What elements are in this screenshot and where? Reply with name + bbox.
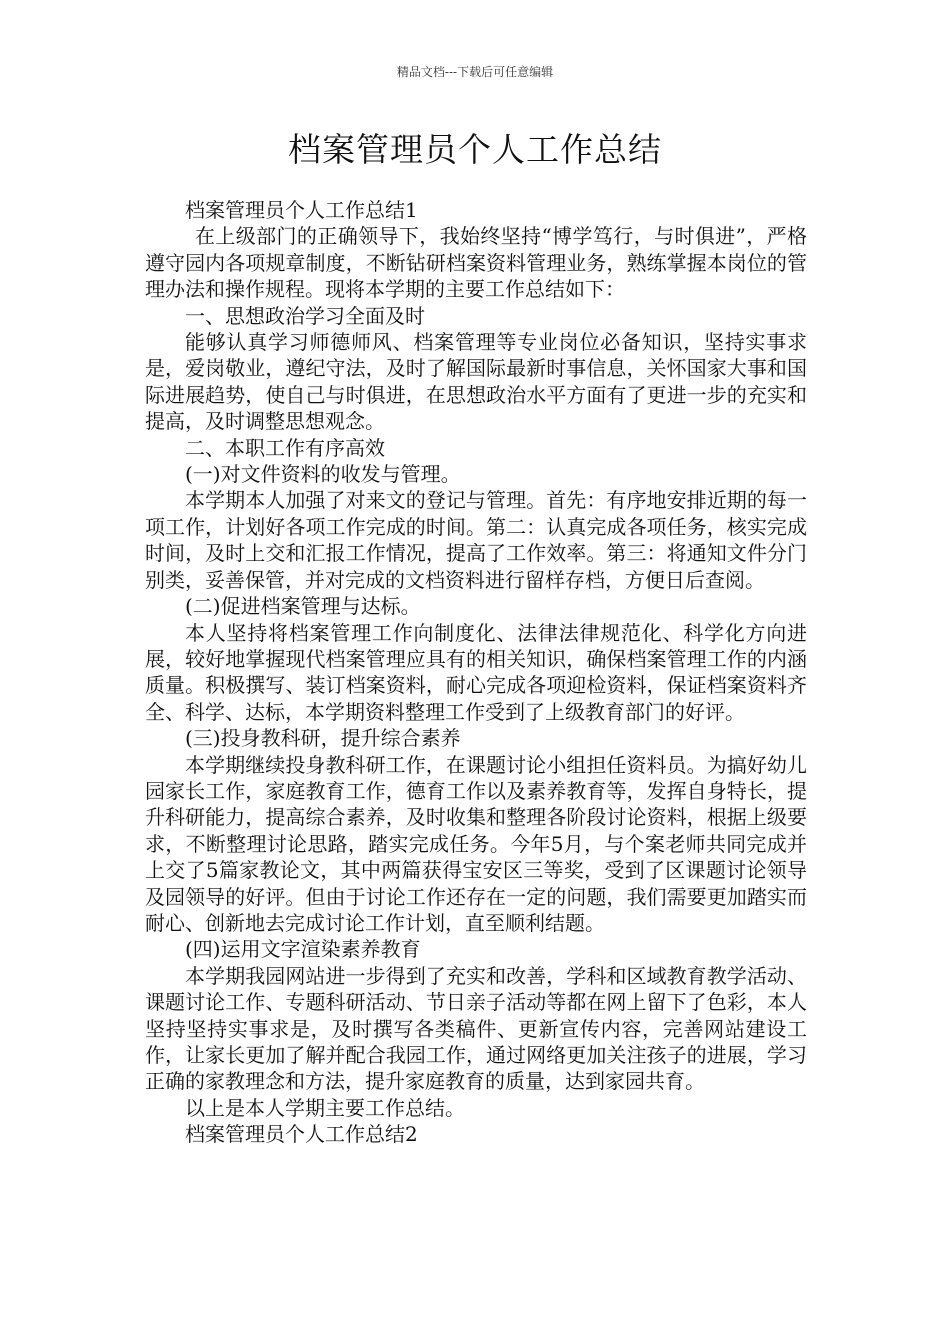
document-body: [145, 197, 807, 1148]
section-heading: 一、思想政治学习全面及时: [185, 303, 425, 328]
closing-paragraph: 以上是本人学期主要工作总结。: [185, 1095, 465, 1120]
body-paragraph: 本人坚持将档案管理工作向制度化、法律法律规范化、科学化方向进展，较好地掌握现代档案管理应具有的相关知识，确保档案管理工作的内涵质量。积极撰写、装订档案资料，耐心完成各项迎检资料，保证档案资料齐全、科学、达标，本学期资料整理工作受到了上级教育部门的好评。: [145, 620, 807, 724]
subsection-heading: (三)投身教科研，提升综合素养: [185, 726, 461, 751]
section-heading: 档案管理员个人工作总结2: [185, 1122, 418, 1147]
section-heading: 档案管理员个人工作总结1: [185, 198, 418, 222]
subsection-heading: (一)对文件资料的收发与管理。: [185, 462, 461, 487]
subsection-heading: (四)运用文字渲染素养教育: [185, 937, 421, 962]
body-paragraph: 本学期本人加强了对来文的登记与管理。首先：有序地安排近期的每一项工作，计划好各项工作完成的时间。第二：认真完成各项任务，核实完成时间，及时上交和汇报工作情况，提高了工作效率。第三：将通知文件分门别类，妥善保管，并对完成的文档资料进行留样存档，方便日后查阅。: [145, 488, 807, 592]
body-paragraph: 能够认真学习师德师风、档案管理等专业岗位必备知识，坚持实事求是，爱岗敬业，遵纪守法，及时了解国际最新时事信息，关怀国家大事和国际进展趋势，使自己与时俱进，在思想政治水平方面有了更进一步的充实和提高，及时调整思想观念。: [145, 330, 807, 434]
section-heading: 二、本职工作有序高效: [185, 435, 385, 460]
document-title: 档案管理员个人工作总结: [288, 130, 662, 169]
body-paragraph: 本学期继续投身教科研工作，在课题讨论小组担任资料员。为搞好幼儿园家长工作，家庭教育工作，德育工作以及素养教育等，发挥自身特长，提升科研能力，提高综合素养，及时收集和整理各阶段讨论资料，根据上级要求，不断整理讨论思路，踏实完成任务。今年5月，与个案老师共同完成并上交了5篇家教论文，其中两篇获得宝安区三等奖，受到了区课题讨论领导及园领导的好评。但由于讨论工作还存在一定的问题，我们需要更加踏实而耐心、创新地去完成讨论工作计划，直至顺利结题。: [145, 752, 807, 935]
body-paragraph: 在上级部门的正确领导下，我始终坚持“博学笃行，与时俱进”，严格遵守园内各项规章制度，不断钻研档案资料管理业务，熟练掌握本岗位的管理办法和操作规程。现将本学期的主要工作总结如下：: [145, 224, 807, 302]
body-paragraph: 本学期我园网站进一步得到了充实和改善，学科和区域教育教学活动、课题讨论工作、专题科研活动、节日亲子活动等都在网上留下了色彩，本人坚持坚持实事求是，及时撰写各类稿件、更新宣传内容，完善网站建设工作，让家长更加了解并配合我园工作，通过网络更加关注孩子的进展，学习正确的家教理念和方法，提升家庭教育的质量，达到家园共育。: [145, 963, 807, 1094]
subsection-heading: (二)促进档案管理与达标。: [185, 594, 421, 619]
page-header: 精品文档---下载后可任意编辑: [396, 65, 554, 79]
